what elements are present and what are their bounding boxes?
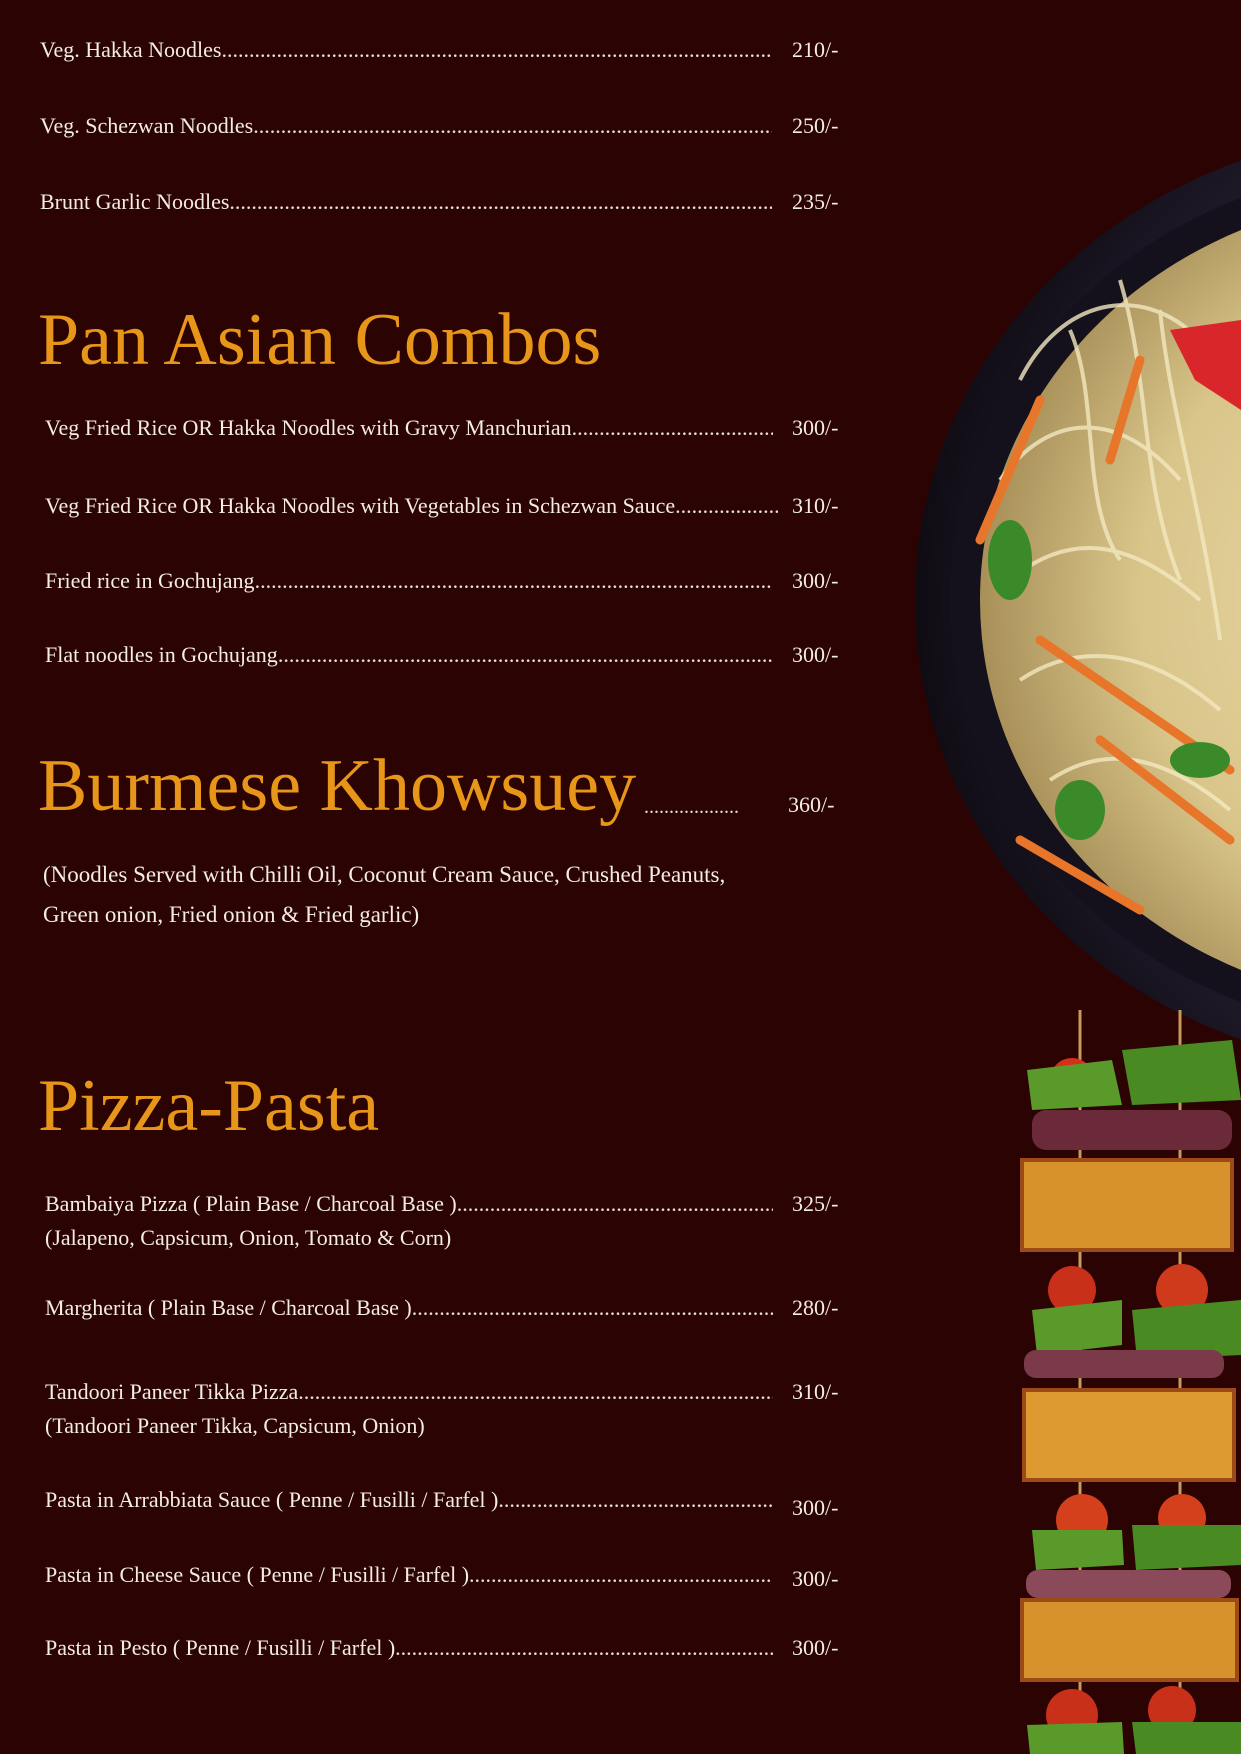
menu-item bbox=[0, 1634, 850, 1694]
item-price: 300/- bbox=[792, 642, 839, 667]
description-line: (Noodles Served with Chilli Oil, Coconut Cream Sauce, Crushed Peanuts, bbox=[43, 862, 726, 887]
item-name: Fried rice in Gochujang ..... bbox=[45, 567, 773, 595]
menu-item bbox=[0, 112, 850, 172]
item-name: Flat noodles in Gochujang ..... bbox=[45, 641, 773, 669]
section-title-khowsuey: Burmese Khowsuey bbox=[38, 745, 637, 827]
item-name: Pasta in Arrabbiata Sauce ( Penne / Fusilli / Farfel ) ..... bbox=[45, 1486, 773, 1514]
menu-item bbox=[0, 36, 850, 96]
item-name: Pasta in Pesto ( Penne / Fusilli / Farfel ) ..... bbox=[45, 1634, 773, 1662]
item-price: 280/- bbox=[792, 1295, 839, 1320]
menu-item bbox=[0, 492, 850, 552]
leader-dots: ................... bbox=[644, 796, 739, 818]
noodle-bowl-image bbox=[900, 80, 1241, 1080]
item-price: 235/- bbox=[792, 189, 839, 214]
item-price: 310/- bbox=[792, 493, 839, 518]
menu-item bbox=[0, 567, 850, 627]
item-name: Veg. Hakka Noodles ..... bbox=[40, 36, 772, 64]
menu-item bbox=[0, 1561, 850, 1621]
item-name: Veg Fried Rice OR Hakka Noodles with Gravy Manchurian ..... bbox=[45, 414, 773, 442]
item-description: (Jalapeno, Capsicum, Onion, Tomato & Corn) bbox=[45, 1225, 452, 1250]
section-title-pizza-pasta: Pizza-Pasta bbox=[38, 1065, 380, 1147]
item-price: 210/- bbox=[792, 37, 839, 62]
item-price: 360/- bbox=[788, 792, 835, 817]
item-price: 325/- bbox=[792, 1191, 839, 1216]
menu-item bbox=[0, 414, 850, 474]
item-name: Margherita ( Plain Base / Charcoal Base ) ..... bbox=[45, 1294, 773, 1322]
item-description: (Tandoori Paneer Tikka, Capsicum, Onion) bbox=[45, 1413, 425, 1438]
menu-item bbox=[0, 1486, 850, 1546]
section-title-pan-asian: Pan Asian Combos bbox=[38, 299, 602, 381]
skewers-image bbox=[1012, 1010, 1241, 1754]
menu-item bbox=[0, 1190, 850, 1260]
description-line: Green onion, Fried onion & Fried garlic) bbox=[43, 902, 420, 927]
menu-item bbox=[0, 1294, 850, 1354]
item-price: 300/- bbox=[792, 568, 839, 593]
item-price: 300/- bbox=[792, 1495, 839, 1520]
item-name: Veg Fried Rice OR Hakka Noodles with Vegetables in Schezwan Sauce ..... bbox=[45, 492, 778, 520]
menu-item bbox=[0, 641, 850, 701]
khowsuey-row bbox=[38, 746, 858, 836]
menu-item bbox=[0, 188, 850, 248]
item-price: 300/- bbox=[792, 1635, 839, 1660]
item-name: Veg. Schezwan Noodles ..... bbox=[40, 112, 772, 140]
item-price: 250/- bbox=[792, 113, 839, 138]
item-name: Pasta in Cheese Sauce ( Penne / Fusilli / Farfel ) ..... bbox=[45, 1561, 773, 1589]
item-name: Tandoori Paneer Tikka Pizza ..... bbox=[45, 1378, 773, 1406]
item-price: 300/- bbox=[792, 1566, 839, 1591]
khowsuey-description bbox=[43, 855, 803, 935]
item-name: Bambaiya Pizza ( Plain Base / Charcoal Base ) ..... bbox=[45, 1190, 773, 1218]
menu-item bbox=[0, 1378, 850, 1448]
item-name: Brunt Garlic Noodles ..... bbox=[40, 188, 772, 216]
item-price: 300/- bbox=[792, 415, 839, 440]
item-price: 310/- bbox=[792, 1379, 839, 1404]
